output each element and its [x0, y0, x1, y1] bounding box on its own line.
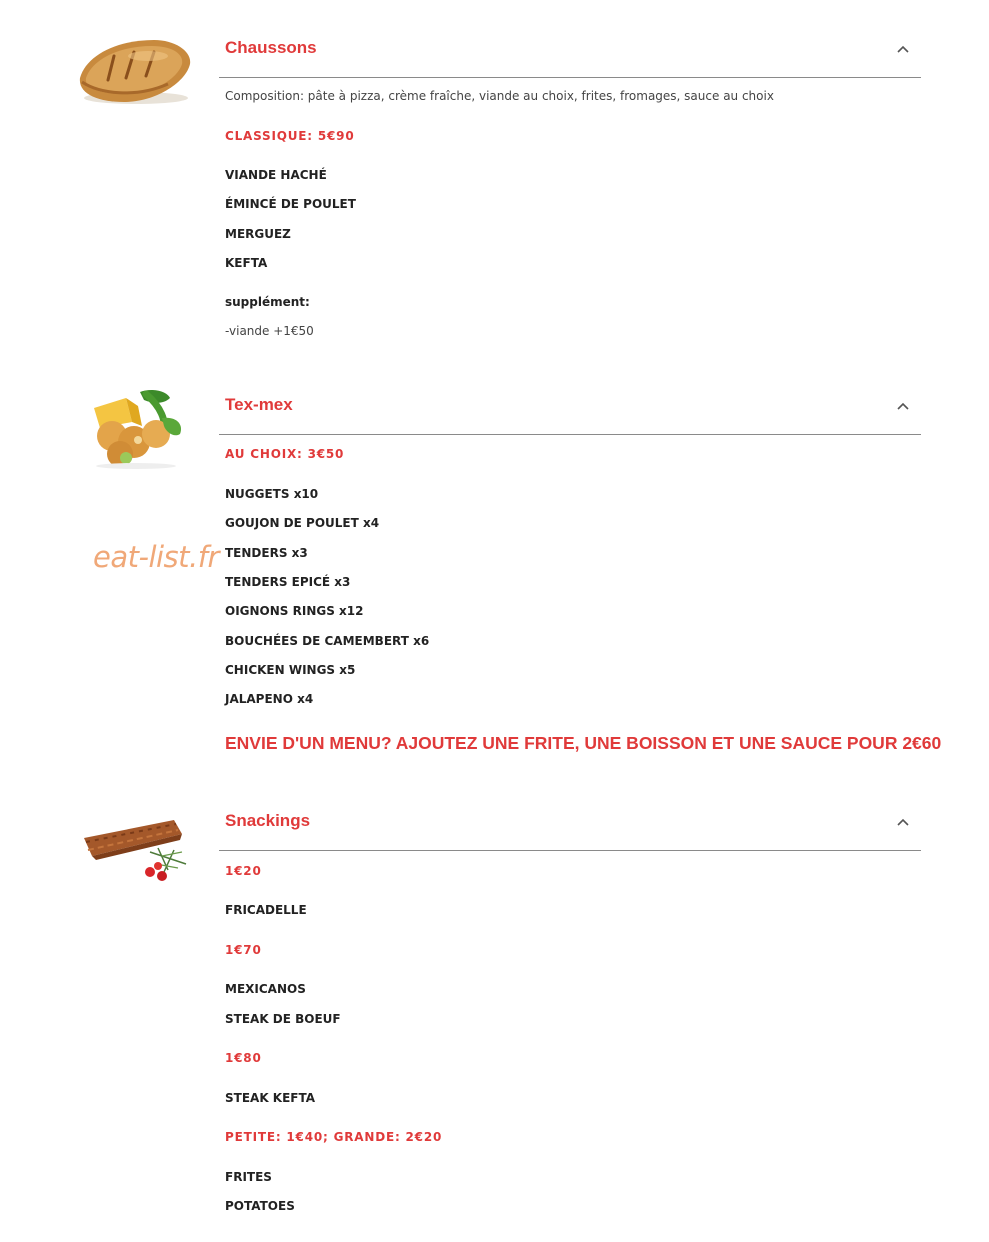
menu-item: POTATOES [225, 1199, 295, 1213]
chevron-up-icon[interactable] [895, 814, 911, 830]
price-label: PETITE: 1€40; GRANDE: 2€20 [225, 1130, 443, 1144]
menu-item: STEAK KEFTA [225, 1091, 316, 1105]
menu-item: FRICADELLE [225, 903, 307, 917]
menu-item: ÉMINCÉ DE POULET [225, 197, 356, 211]
section-header-texmex[interactable] [219, 386, 921, 435]
snacking-image [78, 812, 194, 884]
supplement-label: supplément: [225, 295, 310, 309]
section-title: Chaussons [225, 38, 317, 57]
price-label: AU CHOIX: 3€50 [225, 447, 345, 461]
menu-item: OIGNONS RINGS x12 [225, 604, 364, 618]
menu-item: KEFTA [225, 256, 268, 270]
chausson-image [76, 38, 196, 108]
section-header-snackings[interactable] [219, 802, 921, 851]
section-description: Composition: pâte à pizza, crème fraîche, viande au choix, frites, fromages, sauce au choix [225, 89, 774, 103]
menu-item: NUGGETS x10 [225, 487, 319, 501]
price-label: 1€70 [225, 943, 262, 957]
texmex-image [80, 388, 192, 470]
price-label: CLASSIQUE: 5€90 [225, 129, 355, 143]
section-header-chaussons[interactable] [219, 29, 921, 78]
menu-item: STEAK DE BOEUF [225, 1012, 341, 1026]
price-label: 1€80 [225, 1051, 262, 1065]
chevron-up-icon[interactable] [895, 398, 911, 414]
menu-item: FRITES [225, 1170, 272, 1184]
watermark-text: eat-list.fr [93, 540, 219, 574]
price-label: 1€20 [225, 864, 262, 878]
menu-item: TENDERS EPICÉ x3 [225, 575, 351, 589]
supplement-value: -viande +1€50 [225, 324, 314, 338]
menu-item: VIANDE HACHÉ [225, 168, 327, 182]
menu-item: JALAPENO x4 [225, 692, 314, 706]
menu-item: BOUCHÉES DE CAMEMBERT x6 [225, 634, 430, 648]
chevron-up-icon[interactable] [895, 41, 911, 57]
section-title: Tex-mex [225, 395, 293, 414]
menu-item: MEXICANOS [225, 982, 306, 996]
menu-item: TENDERS x3 [225, 546, 308, 560]
section-title: Snackings [225, 811, 311, 830]
menu-item: CHICKEN WINGS x5 [225, 663, 356, 677]
menu-item: MERGUEZ [225, 227, 291, 241]
menu-item: GOUJON DE POULET x4 [225, 516, 380, 530]
menu-promo: ENVIE D'UN MENU? AJOUTEZ UNE FRITE, UNE BOISSON ET UNE SAUCE POUR 2€60 [225, 733, 942, 753]
